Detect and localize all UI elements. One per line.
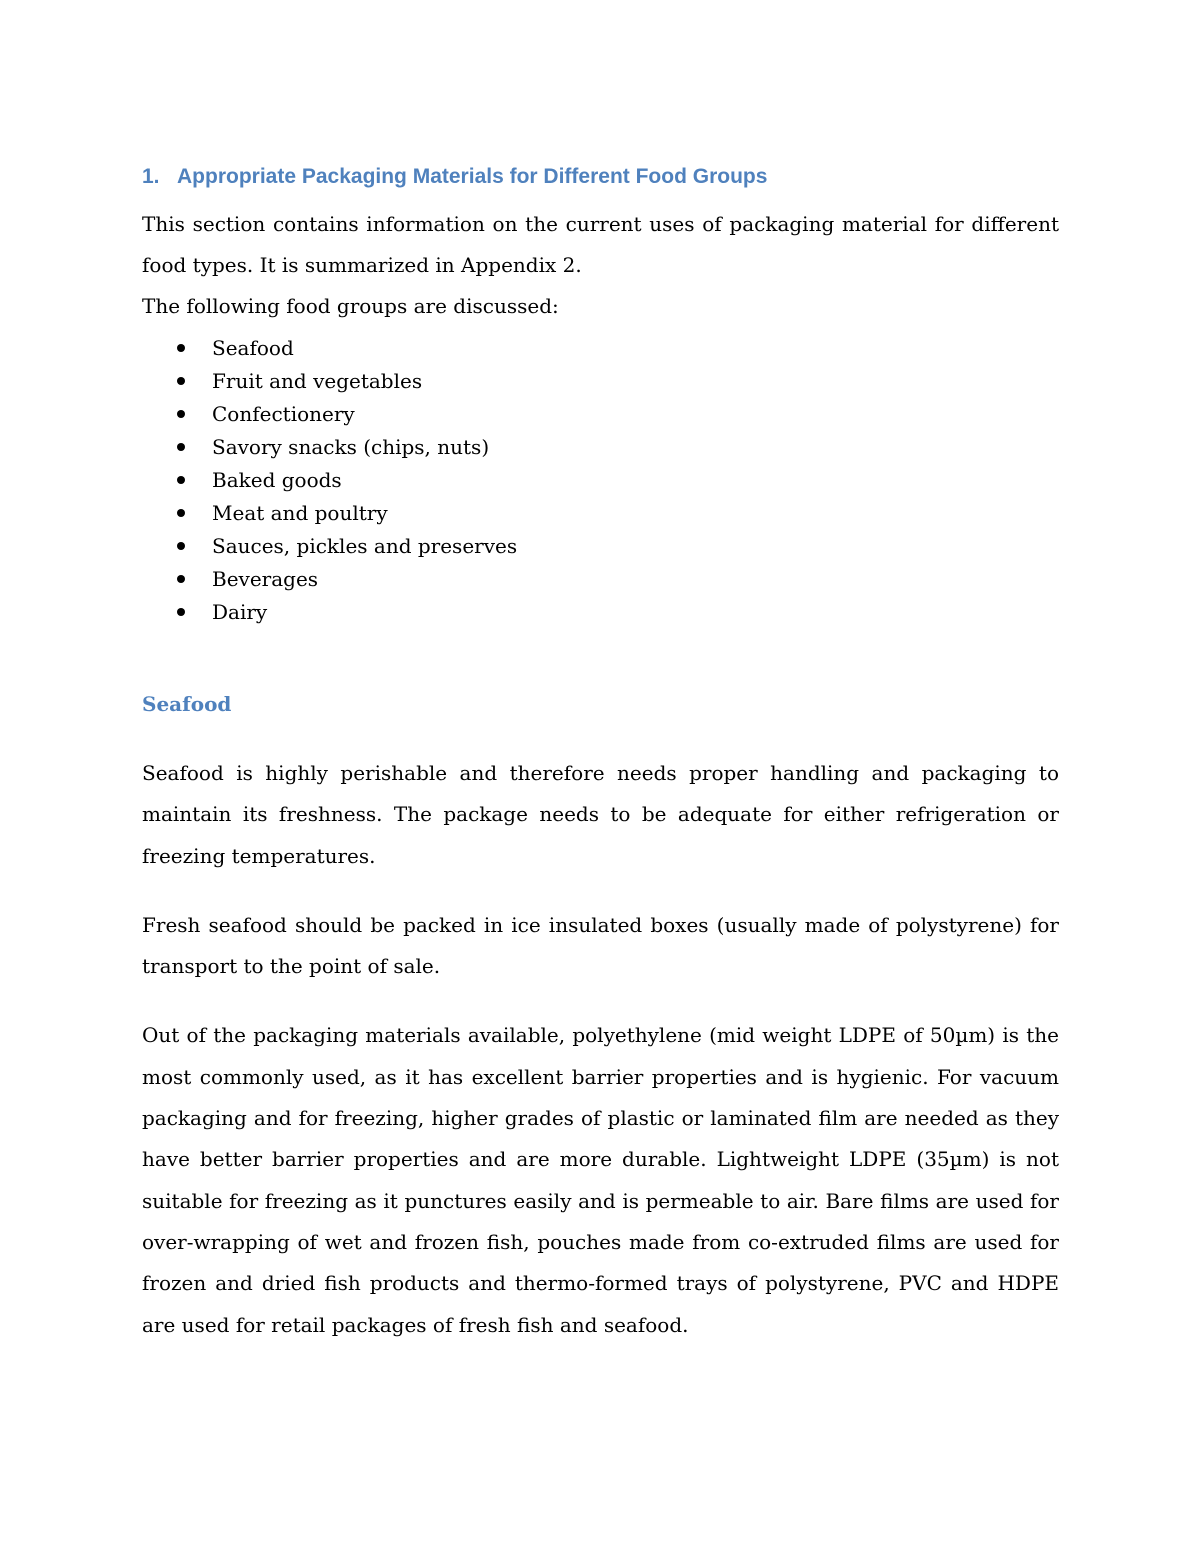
bullet-icon — [177, 443, 185, 451]
bullet-icon — [177, 377, 185, 385]
bullet-icon — [177, 476, 185, 484]
list-intro: The following food groups are discussed: — [142, 294, 559, 318]
bullet-icon — [177, 410, 185, 418]
list-item-label: Baked goods — [212, 467, 342, 492]
list-item-label: Beverages — [212, 566, 319, 591]
seafood-paragraph-3: Out of the packaging materials available, polyethylene (mid weight LDPE of 50µm) is the most commonly used, as it has excellent barrier properties and is hygienic. For vacuum packaging and for freezing, higher grades of plastic or laminated film are needed as they have better barrier properties and are more durable. Lightweight LDPE (35µm) is not suitable for freezing as it punctures easily and is permeable to air. Bare films are used for over-wrapping of wet and frozen fish, pouches made from co-extruded films are used for frozen and dried fish products and thermo-formed trays of polystyrene, PVC and HDPE are used for retail packages of fresh fish and seafood. — [142, 1023, 1059, 1337]
bullet-icon — [177, 608, 185, 616]
seafood-heading: Seafood — [142, 692, 232, 716]
list-item — [142, 496, 1059, 529]
list-item — [142, 463, 1059, 496]
bullet-icon — [177, 542, 185, 550]
list-item — [142, 397, 1059, 430]
list-item — [142, 430, 1059, 463]
food-group-list — [142, 331, 1059, 628]
list-item — [142, 562, 1059, 595]
seafood-paragraph-1: Seafood is highly perishable and therefore needs proper handling and packaging to maintain its freshness. The package needs to be adequate for either refrigeration or freezing temperatures. — [142, 761, 1059, 868]
bullet-icon — [177, 344, 185, 352]
bullet-icon — [177, 509, 185, 517]
list-item-label: Meat and poultry — [212, 500, 388, 525]
list-item — [142, 595, 1059, 628]
list-item-label: Confectionery — [212, 401, 355, 426]
bullet-icon — [177, 575, 185, 583]
intro-paragraph: This section contains information on the current uses of packaging material for different food types. It is summarized in Appendix 2. — [142, 212, 1059, 277]
section-number: 1. — [142, 165, 160, 188]
list-item-label: Savory snacks (chips, nuts) — [212, 434, 490, 459]
list-item-label: Fruit and vegetables — [212, 368, 423, 393]
list-item-label: Seafood — [212, 335, 294, 360]
list-item-label: Sauces, pickles and preserves — [212, 533, 518, 558]
seafood-paragraph-2: Fresh seafood should be packed in ice insulated boxes (usually made of polystyrene) for transport to the point of sale. — [142, 912, 1059, 979]
section-heading — [142, 158, 1059, 196]
section-title: Appropriate Packaging Materials for Different Food Groups — [177, 165, 768, 188]
list-item — [142, 331, 1059, 364]
list-item-label: Dairy — [212, 599, 268, 624]
list-item — [142, 529, 1059, 562]
list-item — [142, 364, 1059, 397]
document-content — [142, 158, 1059, 1346]
